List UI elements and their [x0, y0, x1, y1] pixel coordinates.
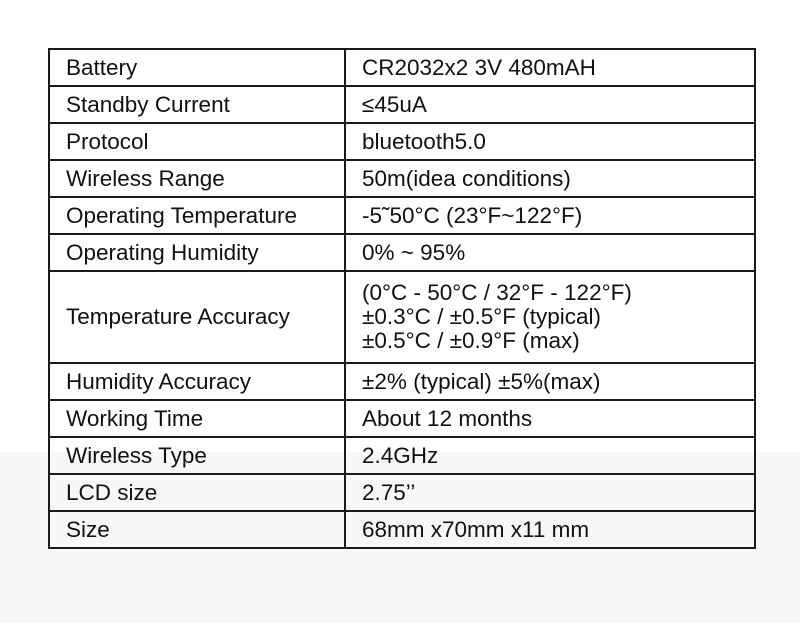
table-row	[49, 511, 755, 548]
spec-value-line: 50m(idea conditions)	[362, 165, 571, 191]
spec-value-line: bluetooth5.0	[362, 128, 486, 154]
spec-value	[345, 437, 755, 474]
spec-value	[345, 234, 755, 271]
table-row	[49, 86, 755, 123]
spec-label: Wireless Type	[49, 437, 345, 474]
spec-value	[345, 474, 755, 511]
spec-value	[345, 363, 755, 400]
table-row	[49, 234, 755, 271]
spec-value-line: ±2% (typical) ±5%(max)	[362, 368, 601, 394]
spec-label: Operating Humidity	[49, 234, 345, 271]
table-row	[49, 271, 755, 363]
spec-value	[345, 160, 755, 197]
spec-label: Temperature Accuracy	[49, 271, 345, 363]
spec-value	[345, 400, 755, 437]
spec-value-line: 0% ~ 95%	[362, 239, 466, 265]
spec-value-line: ±0.3°C / ±0.5°F (typical)	[362, 304, 602, 329]
spec-label: Wireless Range	[49, 160, 345, 197]
spec-value-line: 2.75’’	[362, 479, 416, 505]
spec-value-line: About 12 months	[362, 405, 533, 431]
spec-value	[345, 86, 755, 123]
spec-value-line: 2.4GHz	[362, 442, 439, 468]
table-row	[49, 474, 755, 511]
table-row	[49, 400, 755, 437]
table-row	[49, 437, 755, 474]
spec-value-line: (0°C - 50°C / 32°F - 122°F)	[362, 280, 632, 305]
spec-value	[345, 271, 755, 363]
spec-table	[48, 48, 756, 549]
table-row	[49, 160, 755, 197]
spec-value-line: ±0.5°C / ±0.9°F (max)	[362, 328, 580, 353]
spec-value	[345, 123, 755, 160]
spec-label: Operating Temperature	[49, 197, 345, 234]
spec-value-line: ≤45uA	[362, 91, 427, 117]
spec-value	[345, 49, 755, 86]
spec-value	[345, 197, 755, 234]
spec-label: LCD size	[49, 474, 345, 511]
spec-label: Battery	[49, 49, 345, 86]
spec-label: Humidity Accuracy	[49, 363, 345, 400]
table-row	[49, 123, 755, 160]
spec-value-line: 68mm x70mm x11 mm	[362, 516, 590, 542]
spec-label: Working Time	[49, 400, 345, 437]
table-row	[49, 363, 755, 400]
spec-label: Protocol	[49, 123, 345, 160]
table-row	[49, 197, 755, 234]
spec-value-line: -5˜50°C (23°F~122°F)	[362, 202, 583, 228]
table-row	[49, 49, 755, 86]
spec-value	[345, 511, 755, 548]
spec-label: Standby Current	[49, 86, 345, 123]
spec-value-line: CR2032x2 3V 480mAH	[362, 54, 596, 80]
spec-label: Size	[49, 511, 345, 548]
